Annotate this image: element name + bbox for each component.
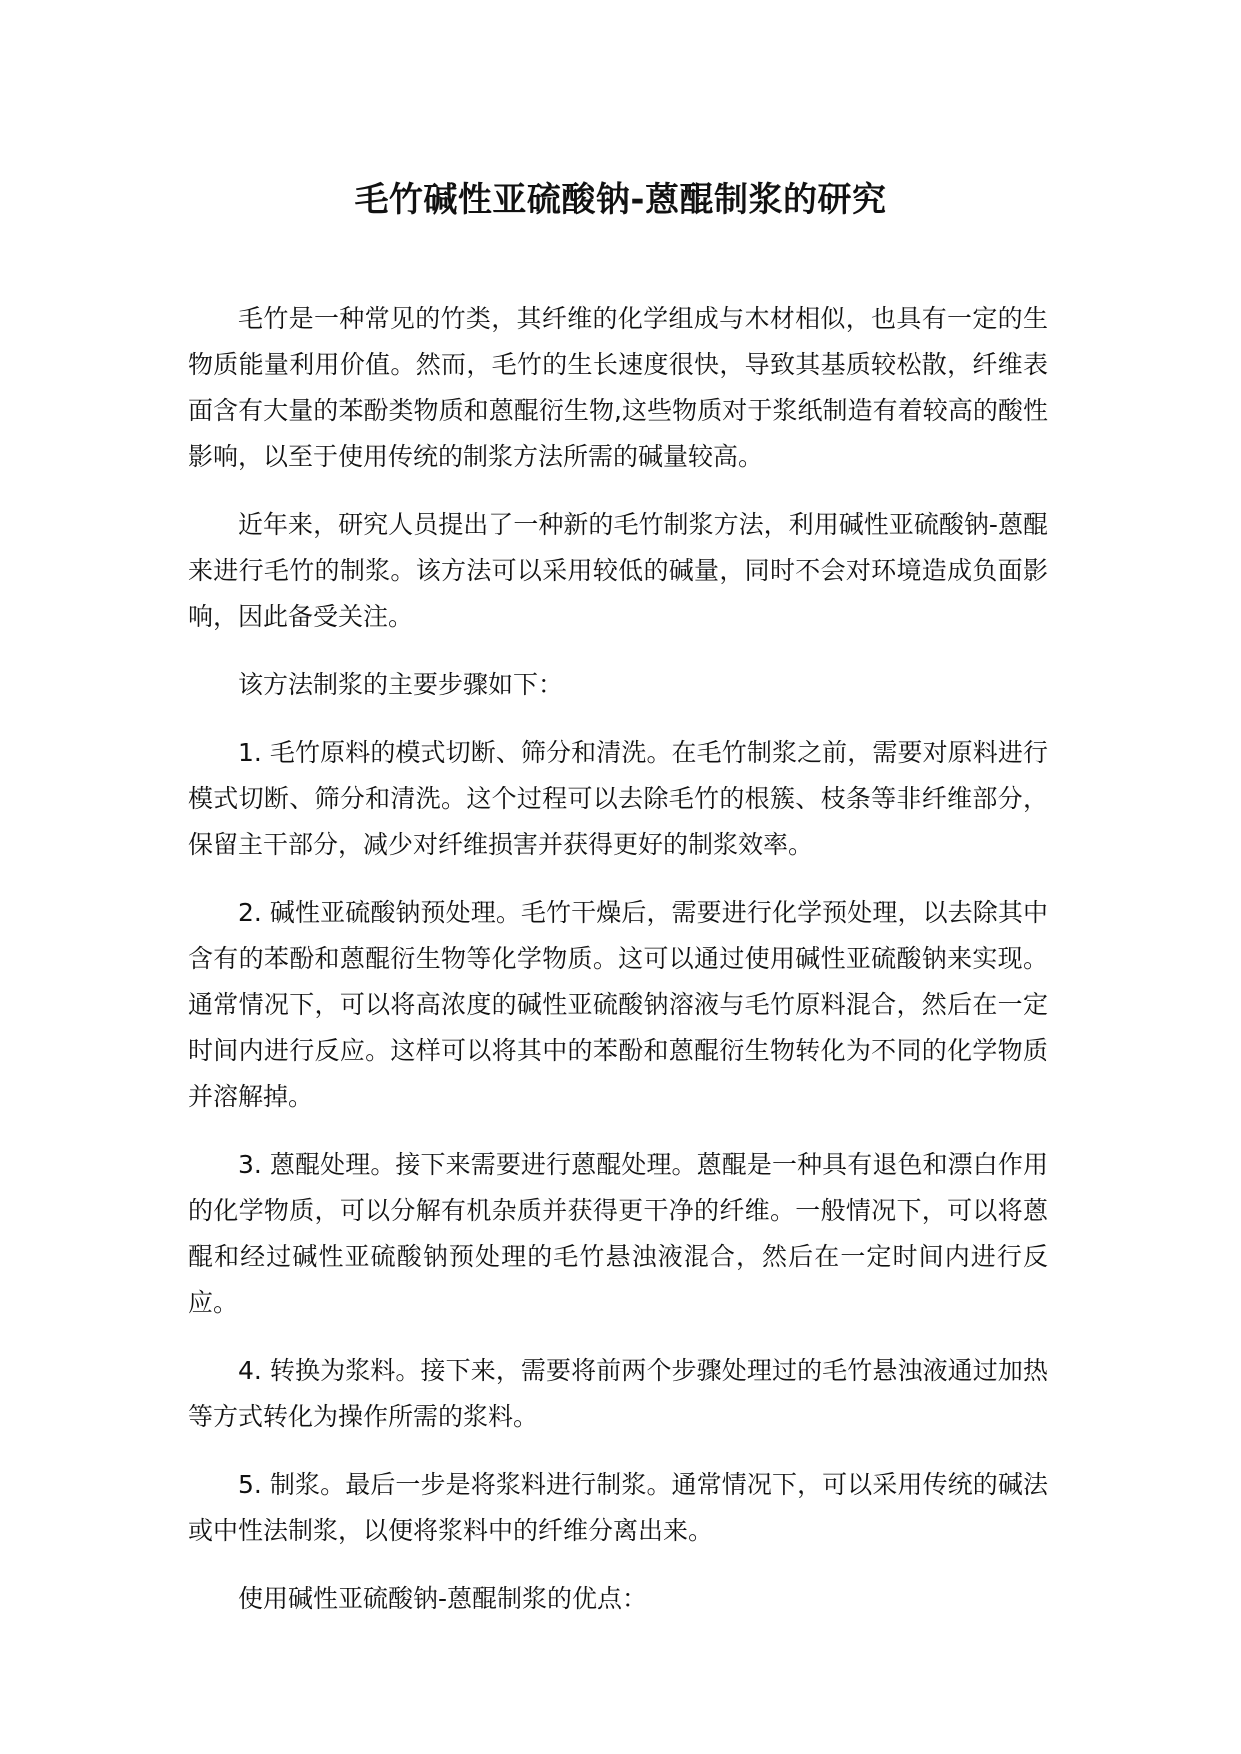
paragraph-advantages-heading: 使用碱性亚硫酸钠-蒽醌制浆的优点： <box>238 1584 648 1613</box>
paragraph-step-1: 1. 毛竹原料的模式切断、筛分和清洗。在毛竹制浆之前，需要对原料进行模式切断、筛分和清洗。这个过程可以去除毛竹的根簇、枝条等非纤维部分，保留主干部分，减少对纤维损害并获得更好的制浆效率。 <box>188 738 1048 859</box>
paragraph-step-5: 5. 制浆。最后一步是将浆料进行制浆。通常情况下，可以采用传统的碱法或中性法制浆，以便将浆料中的纤维分离出来。 <box>188 1470 1048 1545</box>
paragraph-steps-heading: 该方法制浆的主要步骤如下： <box>238 670 564 699</box>
document-body <box>188 296 1048 1644</box>
document-title: 毛竹碱性亚硫酸钠-蒽醌制浆的研究 <box>354 180 887 220</box>
paragraph-step-3: 3. 蒽醌处理。接下来需要进行蒽醌处理。蒽醌是一种具有退色和漂白作用的化学物质，可以分解有机杂质并获得更干净的纤维。一般情况下，可以将蒽醌和经过碱性亚硫酸钠预处理的毛竹悬浊液混合，然后在一定时间内进行反应。 <box>188 1150 1048 1317</box>
paragraph-step-2: 2. 碱性亚硫酸钠预处理。毛竹干燥后，需要进行化学预处理，以去除其中含有的苯酚和蒽醌衍生物等化学物质。这可以通过使用碱性亚硫酸钠来实现。通常情况下，可以将高浓度的碱性亚硫酸钠溶液与毛竹原料混合，然后在一定时间内进行反应。这样可以将其中的苯酚和蒽醌衍生物转化为不同的化学物质并溶解掉。 <box>188 898 1048 1111</box>
paragraph-new-method: 近年来，研究人员提出了一种新的毛竹制浆方法，利用碱性亚硫酸钠-蒽醌来进行毛竹的制浆。该方法可以采用较低的碱量，同时不会对环境造成负面影响，因此备受关注。 <box>188 510 1048 631</box>
paragraph-step-4: 4. 转换为浆料。接下来，需要将前两个步骤处理过的毛竹悬浊液通过加热等方式转化为操作所需的浆料。 <box>188 1356 1048 1431</box>
paragraph-intro: 毛竹是一种常见的竹类，其纤维的化学组成与木材相似，也具有一定的生物质能量利用价值。然而，毛竹的生长速度很快，导致其基质较松散，纤维表面含有大量的苯酚类物质和蒽醌衍生物,这些物质对于浆纸制造有着较高的酸性影响，以至于使用传统的制浆方法所需的碱量较高。 <box>188 304 1048 471</box>
